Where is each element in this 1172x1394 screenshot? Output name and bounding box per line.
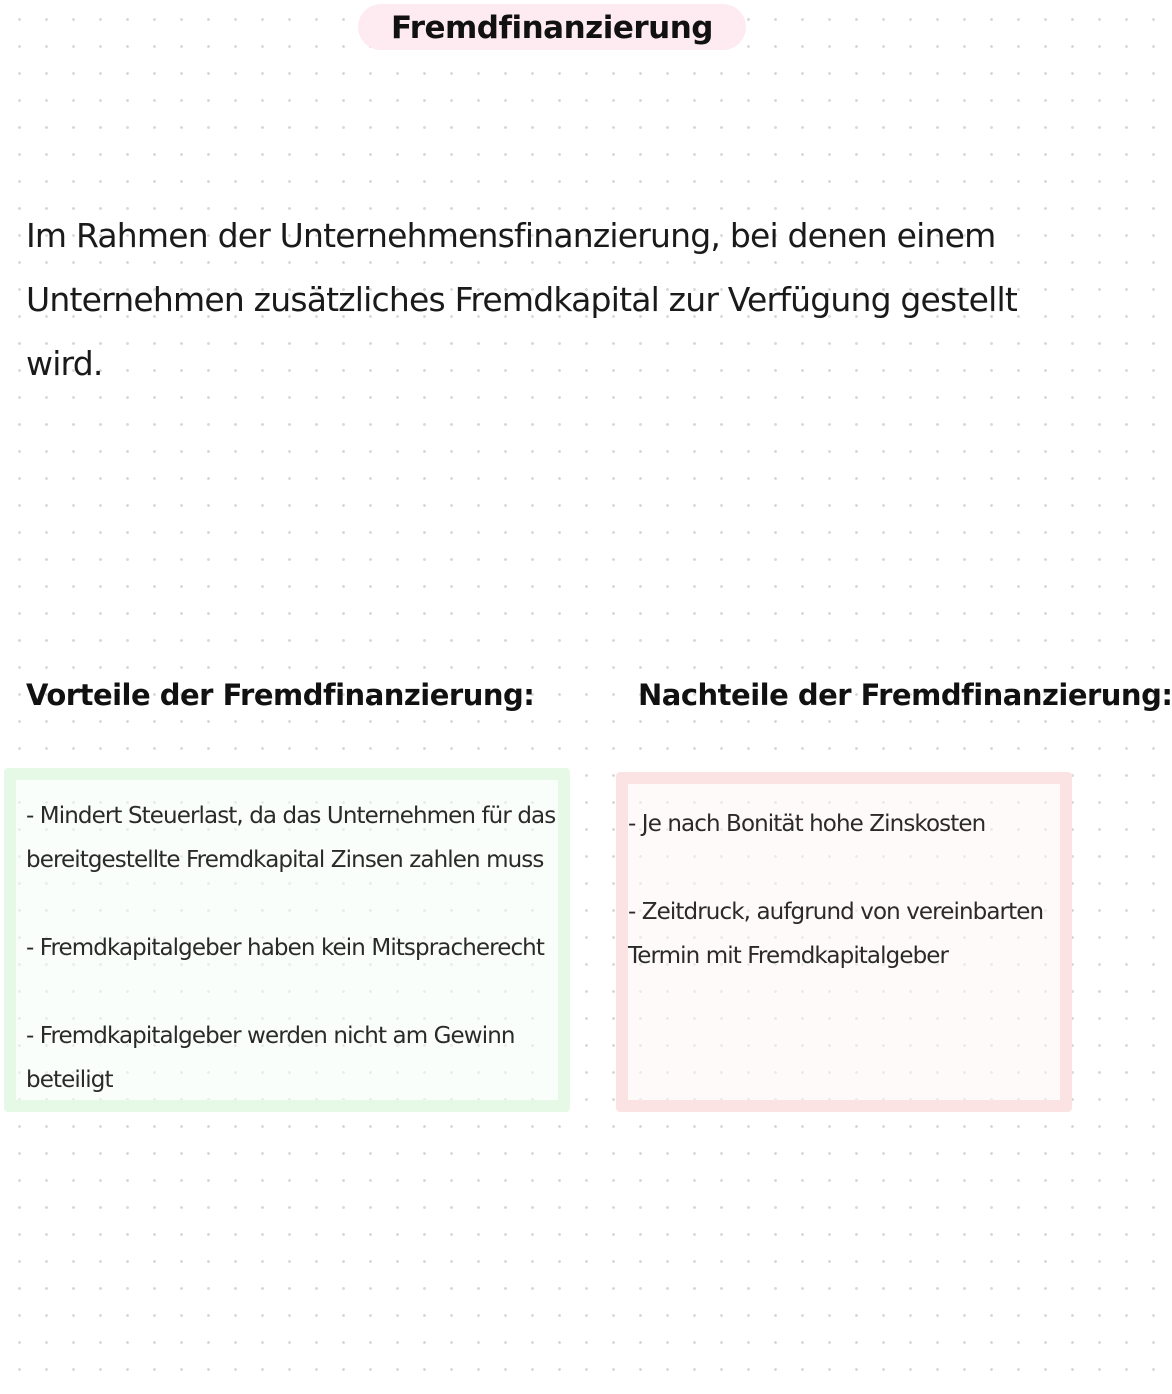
- pros-item: - Fremdkapitalgeber haben kein Mitspracherecht: [26, 935, 544, 961]
- pros-heading: Vorteile der Fremdfinanzierung:: [26, 678, 535, 712]
- cons-item: - Zeitdruck, aufgrund von vereinbarten Termin mit Fremdkapitalgeber: [628, 899, 1044, 969]
- page-title: Fremdfinanzierung: [391, 10, 713, 46]
- pros-box: [4, 768, 570, 1112]
- pros-list: [26, 794, 562, 1102]
- cons-heading: Nachteile der Fremdfinanzierung:: [638, 678, 1172, 712]
- intro-text: [26, 204, 1066, 396]
- cons-item: - Je nach Bonität hohe Zinskosten: [628, 811, 986, 837]
- intro-line-2: Unternehmen zusätzliches Fremdkapital zur Verfügung gestellt wird.: [26, 280, 1017, 383]
- cons-box: [616, 772, 1072, 1112]
- pros-item: - Mindert Steuerlast, da das Unternehmen für das bereitgestellte Fremdkapital Zinsen zahlen muss: [26, 803, 556, 873]
- cons-list: [628, 802, 1068, 978]
- title-highlight: [358, 4, 746, 50]
- intro-line-1: Im Rahmen der Unternehmensfinanzierung, bei denen einem: [26, 216, 996, 255]
- pros-item: - Fremdkapitalgeber werden nicht am Gewinn beteiligt: [26, 1023, 515, 1093]
